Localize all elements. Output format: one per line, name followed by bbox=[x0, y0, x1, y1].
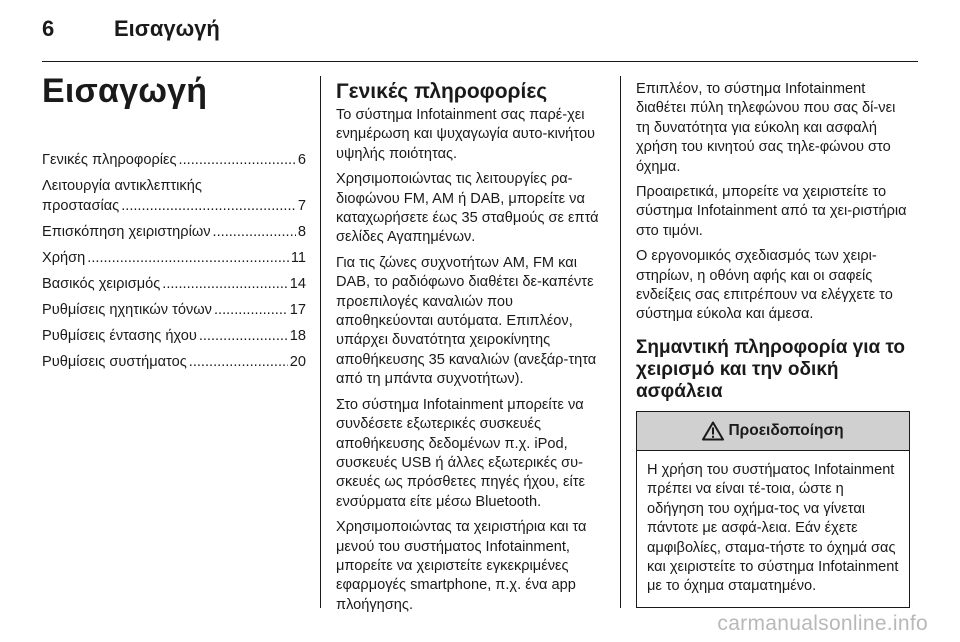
toc-entry-tone-settings[interactable] bbox=[42, 300, 306, 320]
toc-leader-dots bbox=[214, 300, 288, 320]
toc-entry-page: 7 bbox=[297, 198, 306, 214]
toc-leader-dots bbox=[87, 248, 289, 268]
warning-header bbox=[637, 412, 909, 451]
chapter-title: Εισαγωγή bbox=[42, 72, 208, 110]
column-divider bbox=[620, 76, 621, 608]
toc-entry-page: 14 bbox=[289, 276, 306, 292]
running-title: Εισαγωγή bbox=[114, 16, 220, 41]
warning-triangle-icon bbox=[702, 421, 724, 441]
toc-entry-anti-theft[interactable] bbox=[42, 176, 306, 216]
page-number: 6 bbox=[42, 16, 55, 41]
paragraph: Χρησιμοποιώντας τα χειριστήρια και τα μενού του συστήματος Infotainment, μπορείτε να χειριστείτε εγκεκριμένες εφαρμογές smartphone, π.χ. ένα app πλοήγησης. bbox=[336, 519, 587, 613]
toc-entry-text: Ρυθμίσεις ηχητικών τόνων bbox=[42, 302, 212, 318]
toc-entry-page: 6 bbox=[297, 152, 306, 168]
page-header bbox=[0, 0, 960, 62]
general-info-section bbox=[336, 80, 608, 621]
toc-leader-dots bbox=[199, 326, 288, 346]
toc-entry-page: 11 bbox=[290, 250, 306, 266]
toc-entry-text-line1: Λειτουργία αντικλεπτικής bbox=[42, 178, 202, 194]
toc-entry-text: Επισκόπηση χειριστηρίων bbox=[42, 224, 211, 240]
warning-box bbox=[636, 411, 910, 608]
paragraph: Ο εργονομικός σχεδιασμός των χειρι-στηρίων, η οθόνη αφής και οι σαφείς ενδείξεις σας επιτρέπουν να ελέγχετε το σύστημα εύκολα και άμεσα. bbox=[636, 248, 893, 323]
toc-entry-page: 18 bbox=[289, 328, 306, 344]
toc-entry-basic-operation[interactable] bbox=[42, 274, 306, 294]
toc-entry-text: Γενικές πληροφορίες bbox=[42, 152, 177, 168]
paragraph: Επιπλέον, το σύστημα Infotainment διαθέτει πύλη τηλεφώνου που σας δί-νει τη δυνατότητα για εύκολη και ασφαλή χρήση του κινητού σας τηλε-φώνου στο όχημα. bbox=[636, 81, 896, 175]
watermark: carmanualsonline.info bbox=[717, 612, 928, 635]
warning-title: Προειδοποίηση bbox=[728, 421, 844, 439]
toc-leader-dots bbox=[179, 150, 296, 170]
paragraph: Προαιρετικά, μπορείτε να χειριστείτε το σύστημα Infotainment από τα χει-ριστήρια στο τιμόνι. bbox=[636, 184, 907, 239]
paragraph: Στο σύστημα Infotainment μπορείτε να συνδέσετε εξωτερικές συσκευές αποθήκευσης δεδομένων π.χ. iPod, συσκευές USB ή άλλες εξωτερικές συ-σκευές ως πρόσθετες πηγές ήχου, είτε ενσύρματα είτε μέσω Bluetooth. bbox=[336, 396, 586, 510]
warning-text: Η χρήση του συστήματος Infotainment πρέπει να είναι τέ-τοια, ώστε η οδήγηση του οχήμα-τος να γίνεται πάντοτε με ασφά-λεια. Εάν έχετε αμφιβολίες, σταμα-τήστε το όχημά σας και χειριστείτε το σύστημα Infotainment με το όχημα σταματημένο. bbox=[647, 461, 899, 595]
toc-leader-dots bbox=[162, 274, 288, 294]
toc-entry-text: Ρυθμίσεις έντασης ήχου bbox=[42, 328, 197, 344]
toc-leader-dots bbox=[213, 222, 296, 242]
toc-entry-page: 20 bbox=[289, 354, 306, 370]
column-divider bbox=[320, 76, 321, 608]
header-rule bbox=[42, 61, 918, 62]
toc-entry-general-info[interactable] bbox=[42, 150, 306, 170]
third-column bbox=[636, 80, 908, 608]
section-heading: Γενικές πληροφορίες bbox=[336, 80, 548, 103]
toc-entry-text: Ρυθμίσεις συστήματος bbox=[42, 354, 187, 370]
toc-entry-volume-settings[interactable] bbox=[42, 326, 306, 346]
safety-heading: Σημαντική πληροφορία για το χειρισμό και την οδική ασφάλεια bbox=[636, 336, 906, 402]
toc-entry-page: 8 bbox=[297, 224, 306, 240]
toc-entry-usage[interactable] bbox=[42, 248, 306, 268]
toc-entry-text: Βασικός χειρισμός bbox=[42, 276, 161, 292]
toc-entry-system-settings[interactable] bbox=[42, 352, 306, 372]
paragraph: Για τις ζώνες συχνοτήτων AM, FM και DAB, το ραδιόφωνο διαθέτει δε-καπέντε προεπιλογές καναλιών που αποθηκεύονται αυτόματα. Επιπλέον, υπάρχει δυνατότητα χειροκίνητης αποθήκευσης 35 καναλιών (ανεξάρ-τητα από τη μπάντα συχνοτήτων). bbox=[336, 254, 597, 388]
toc-leader-dots bbox=[189, 352, 288, 372]
toc-leader-dots bbox=[121, 196, 296, 216]
toc-entry-page: 17 bbox=[289, 302, 306, 318]
toc-entry-text: προστασίας bbox=[42, 198, 120, 214]
table-of-contents bbox=[42, 150, 306, 378]
toc-entry-text: Χρήση bbox=[42, 250, 86, 266]
paragraph: Χρησιμοποιώντας τις λειτουργίες ρα-διοφώνου FM, AM ή DAB, μπορείτε να καταχωρήσετε έως 35 σταθμούς σε επτά σελίδες Αγαπημένων. bbox=[336, 171, 599, 246]
paragraph: Το σύστημα Infotainment σας παρέ-χει ενημέρωση και ψυχαγωγία αυτο-κινήτου υψηλής ποιότητας. bbox=[336, 107, 595, 162]
toc-entry-controls-overview[interactable] bbox=[42, 222, 306, 242]
